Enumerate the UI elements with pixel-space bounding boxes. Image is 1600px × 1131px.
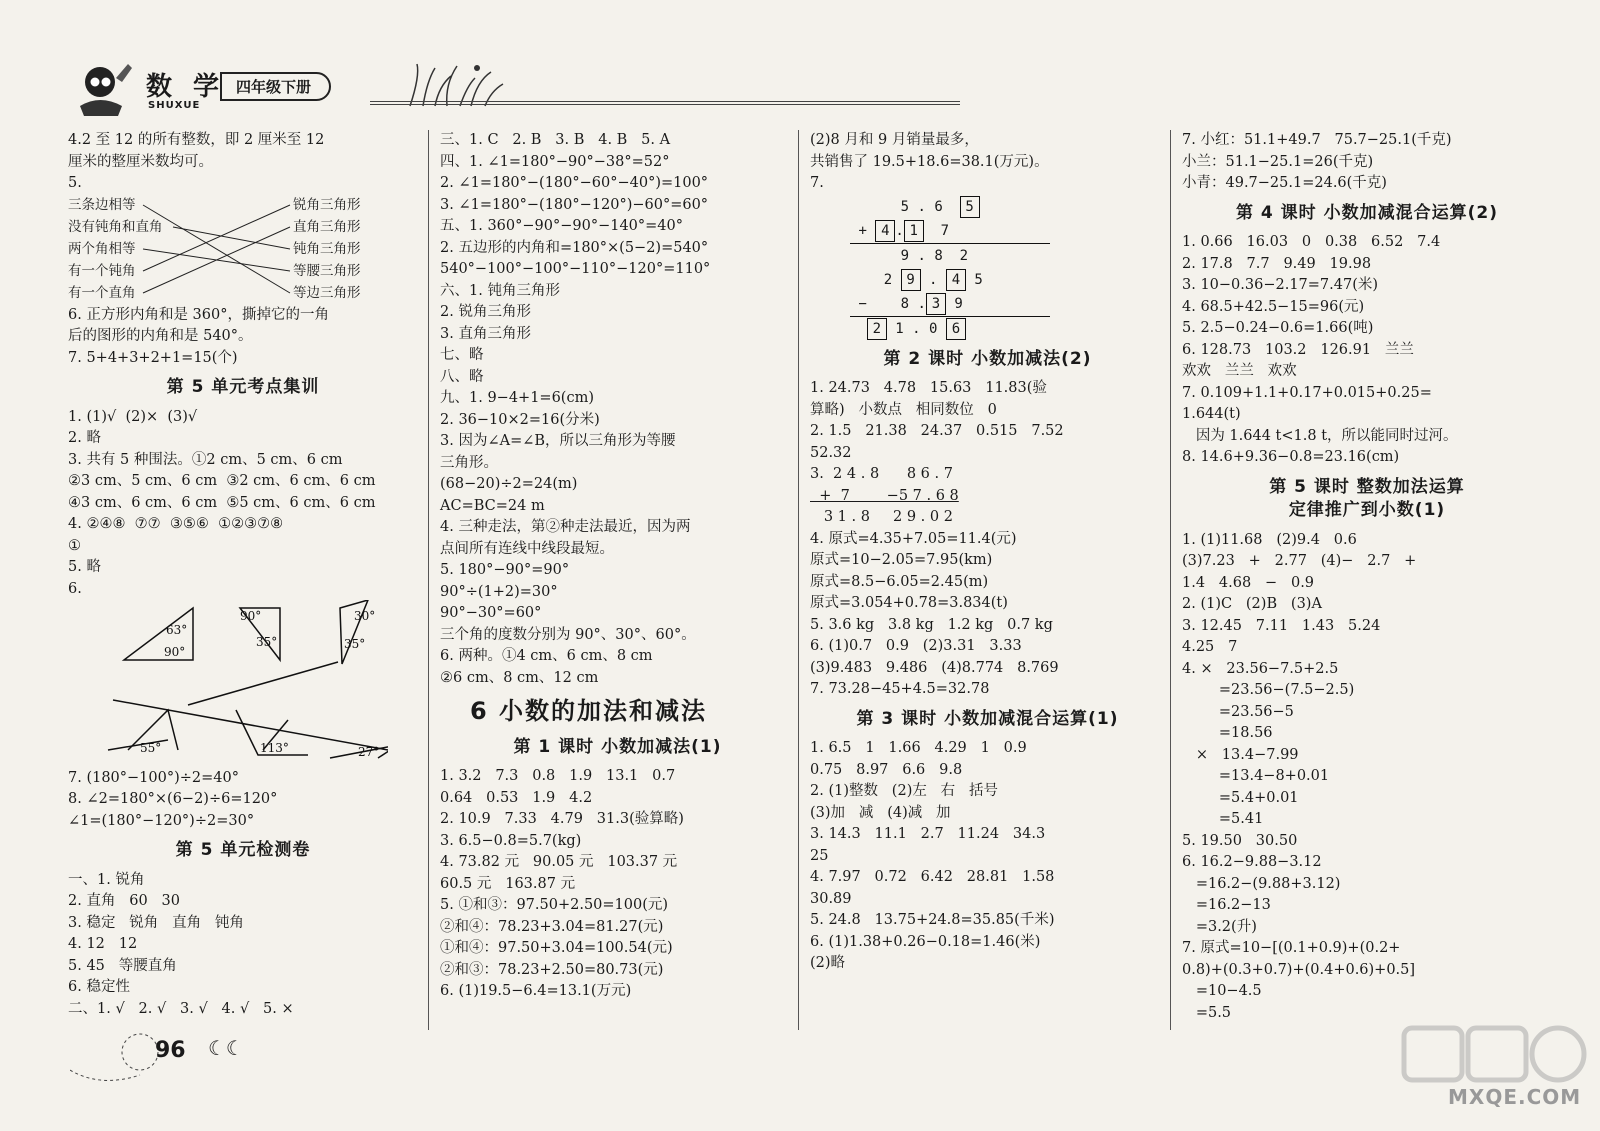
answer-line: 原式=3.054+0.78=3.834(t) — [810, 595, 1008, 611]
answer-line: 欢欢 兰兰 欢欢 — [1182, 363, 1297, 379]
answer-line: 原式=8.5−6.05=2.45(m) — [810, 573, 989, 590]
digit: 5 — [900, 198, 910, 215]
answer-line: 3. ∠1=180°−(180°−120°)−60°=60° — [440, 196, 709, 213]
grade-label: 四年级下册 — [220, 72, 331, 101]
answer-box: 6 — [946, 318, 966, 340]
answer-line: 2. 1.5 21.38 24.37 0.515 7.52 — [810, 423, 1064, 439]
subject-title: 数 学 — [146, 72, 226, 102]
column-4 — [1182, 130, 1552, 1024]
answer-line: ①和④：97.50+3.04=100.54(元) — [440, 940, 673, 956]
digit: . — [917, 247, 926, 264]
digit: 1 — [895, 320, 904, 337]
angle-label: 90° — [164, 645, 186, 659]
answer-box: 4 — [875, 220, 895, 242]
digit: 9 — [900, 247, 910, 264]
angle-label: 30° — [354, 609, 376, 623]
header-rule — [370, 101, 960, 105]
answer-line: 七、略 — [440, 347, 484, 363]
column-2 — [440, 130, 795, 1003]
digit: − — [858, 295, 867, 312]
answer-box: 4 — [946, 269, 966, 291]
answer-line: 2. 锐角三角形 — [440, 304, 531, 320]
match-left-item: 有一个钝角 — [68, 262, 136, 279]
answer-line: 三个角的度数分别为 90°、30°、60°。 — [440, 626, 696, 643]
subject-pinyin: SHUXUE — [148, 100, 201, 111]
answer-line: 三、1. C 2. B 3. B 4. B 5. A — [440, 132, 671, 148]
answer-line: =5.5 — [1182, 1004, 1232, 1021]
answer-line: 八、略 — [440, 368, 484, 385]
answer-line: 7. 0.109+1.1+0.17+0.015+0.25= — [1182, 384, 1432, 401]
vertical-calc-line: 3. 2 4 . 8 8 6 . 7 — [810, 466, 953, 482]
answer-line: 7. 5+4+3+2+1=15(个) — [68, 349, 238, 366]
digit: 7 — [940, 222, 950, 239]
answer-line: 小青：49.7−25.1=24.6(千克) — [1182, 175, 1387, 191]
answer-line: 五、1. 360°−90°−90°−140°=40° — [440, 218, 683, 234]
angle-label: 63° — [166, 623, 188, 637]
answer-line: 6. (1)19.5−6.4=13.1(万元) — [440, 983, 632, 999]
answer-line: 6. — [68, 580, 82, 597]
answer-line: 二、1. √ 2. √ 3. √ 4. √ 5. × — [68, 1000, 294, 1017]
digit: 8 — [934, 247, 943, 264]
answer-line: 7. (180°−100°)÷2=40° — [68, 769, 239, 786]
answer-line: 7. 73.28−45+4.5=32.78 — [810, 681, 990, 697]
answer-line: 1.644(t) — [1182, 406, 1241, 422]
answer-line: =5.41 — [1182, 811, 1264, 827]
section-heading: 第 1 课时 小数加减法(1) — [513, 736, 722, 757]
answer-line: 4. 68.5+42.5−15=96(元) — [1182, 298, 1365, 315]
triangle-matching-figure — [68, 600, 388, 760]
page-header — [60, 48, 960, 118]
answer-line: 5. — [68, 175, 82, 191]
angle-label: 27° — [358, 745, 380, 759]
answer-line: 4.2 至 12 的所有整数，即 2 厘米至 12 — [68, 132, 325, 148]
answer-line: 5. 19.50 30.50 — [1182, 832, 1298, 849]
answer-line: =16.2−(9.88+3.12) — [1182, 875, 1341, 892]
answer-line: 8. ∠2=180°×(6−2)÷6=120° — [68, 791, 278, 807]
answer-line: 3. 10−0.36−2.17=7.47(米) — [1182, 277, 1379, 293]
answer-line: 6. 128.73 103.2 126.91 兰兰 — [1182, 341, 1414, 358]
answer-box: 2 — [867, 318, 887, 340]
answer-line: 1. 6.5 1 1.66 4.29 1 0.9 — [810, 740, 1027, 756]
answer-line: 6. 两种。①4 cm、6 cm、8 cm — [440, 648, 653, 664]
match-left-item: 两个角相等 — [68, 240, 136, 257]
answer-line: ④3 cm、6 cm、6 cm ⑤5 cm、6 cm、6 cm — [68, 494, 376, 511]
page-number: 96 — [155, 1038, 186, 1063]
watermark-text: MXQE.COM — [1448, 1085, 1582, 1109]
answer-line: 4. 原式=4.35+7.05=11.4(元) — [810, 530, 1017, 547]
answer-line: =13.4−8+0.01 — [1182, 768, 1330, 784]
answer-line: 2. 略 — [68, 430, 101, 446]
digit: 9 — [954, 295, 963, 312]
answer-line: 0.75 8.97 6.6 9.8 — [810, 761, 963, 778]
match-right-item: 钝角三角形 — [293, 240, 361, 257]
answer-line: 1. 0.66 16.03 0 0.38 6.52 7.4 — [1182, 234, 1441, 250]
answer-line: 5. 180°−90°=90° — [440, 562, 570, 578]
answer-line: 5. 2.5−0.24−0.6=1.66(吨) — [1182, 320, 1374, 336]
section-heading: 第 2 课时 小数加减法(2) — [883, 348, 1092, 369]
answer-line: 2. (1)整数 (2)左 右 括号 — [810, 783, 999, 799]
answer-box: 5 — [960, 196, 980, 218]
answer-line: AC=BC=24 m — [440, 497, 545, 514]
digit: 2 — [883, 271, 893, 288]
answer-line: =3.2(升) — [1182, 918, 1257, 935]
answer-line: 六、1. 钝角三角形 — [440, 282, 560, 299]
answer-line: 原式=10−2.05=7.95(km) — [810, 552, 993, 568]
match-right-item: 等腰三角形 — [293, 262, 361, 279]
answer-line: 25 — [810, 847, 829, 864]
angle-label: 113° — [260, 741, 289, 755]
answer-line: 3. 共有 5 种围法。①2 cm、5 cm、6 cm — [68, 451, 343, 468]
answer-line: 3. 6.5−0.8=5.7(kg) — [440, 832, 582, 849]
answer-line: (68−20)÷2=24(m) — [440, 476, 578, 492]
answer-line: 2. 17.8 7.7 9.49 19.98 — [1182, 255, 1372, 272]
answer-line: 1. 24.73 4.78 15.63 11.83(验 — [810, 380, 1047, 396]
answer-line: 因为 1.644 t<1.8 t，所以能同时过河。 — [1182, 427, 1458, 444]
answer-line: 2. 10.9 7.33 4.79 31.3(验算略) — [440, 811, 684, 827]
answer-line: =18.56 — [1182, 725, 1273, 741]
answer-line: 4. 三种走法，第②种走法最近，因为两 — [440, 519, 691, 535]
answer-box: 9 — [901, 269, 921, 291]
answer-line: =23.56−5 — [1182, 703, 1294, 720]
answer-line: 4. 7.97 0.72 6.42 28.81 1.58 — [810, 869, 1055, 885]
answer-line: 5. 略 — [68, 559, 101, 575]
answer-line: ②和③：78.23+2.50=80.73(元) — [440, 961, 664, 978]
section-heading: 第 4 课时 小数加减混合运算(2) — [1236, 202, 1498, 223]
answer-line: 1.4 4.68 − 0.9 — [1182, 574, 1315, 591]
digit: . — [912, 320, 921, 337]
answer-line: ②3 cm、5 cm、6 cm ③2 cm、6 cm、6 cm — [68, 473, 376, 489]
answer-line: 90°÷(1+2)=30° — [440, 583, 558, 600]
digit: 8 — [900, 295, 910, 312]
angle-label: 90° — [240, 609, 262, 623]
answer-line: 4.25 7 — [1182, 639, 1238, 655]
answer-line: 60.5 元 163.87 元 — [440, 875, 576, 892]
answer-line: 7. — [810, 175, 824, 191]
answer-line: 6. (1)1.38+0.26−0.18=1.46(米) — [810, 933, 1041, 950]
answer-line: (2)略 — [810, 955, 846, 971]
answer-line: 7. 小红：51.1+49.7 75.7−25.1(千克) — [1182, 132, 1452, 148]
answer-line: 3. 直角三角形 — [440, 325, 531, 342]
answer-line: ① — [68, 537, 81, 554]
match-right-item: 锐角三角形 — [293, 196, 361, 213]
answer-line: 5. 24.8 13.75+24.8=35.85(千米) — [810, 912, 1055, 928]
answer-line: 2. 五边形的内角和=180°×(5−2)=540° — [440, 239, 709, 256]
digit: 5 — [974, 271, 983, 288]
vertical-calc-line: + 7 −5 7 . 6 8 — [810, 487, 959, 504]
column-divider — [428, 130, 429, 1030]
answer-line: 3. 12.45 7.11 1.43 5.24 — [1182, 617, 1381, 634]
answer-line: 共销售了 19.5+18.6=38.1(万元)。 — [810, 153, 1049, 170]
answer-line: ②6 cm、8 cm、12 cm — [440, 669, 599, 686]
answer-line: 0.8)+(0.3+0.7)+(0.4+0.6)+0.5] — [1182, 961, 1416, 978]
digit: + — [858, 222, 867, 239]
column-divider — [1170, 130, 1171, 1030]
answer-line: 8. 14.6+9.36−0.8=23.16(cm) — [1182, 449, 1400, 465]
answer-line: 2. (1)C (2)B (3)A — [1182, 596, 1322, 612]
answer-line: ②和④：78.23+3.04=81.27(元) — [440, 918, 664, 935]
column-3 — [810, 130, 1165, 975]
match-left-item: 没有钝角和直角 — [68, 218, 163, 235]
answer-line: 52.32 — [810, 444, 852, 461]
digit: . — [895, 222, 904, 239]
answer-line: 90°−30°=60° — [440, 605, 542, 621]
matching-diagram — [68, 195, 388, 305]
angle-label: 35° — [344, 637, 366, 651]
mascot-icon — [68, 58, 138, 118]
answer-line: 算略) 小数点 相同数位 0 — [810, 401, 997, 418]
column-divider — [798, 130, 799, 1030]
answer-line: (3)加 减 (4)减 加 — [810, 804, 951, 821]
column-1 — [68, 130, 418, 1020]
answer-line: (2)8 月和 9 月销量最多， — [810, 132, 979, 148]
answer-line: 6. 正方形内角和是 360°，撕掉它的一角 — [68, 306, 329, 323]
moon-icon: ☾☾ — [208, 1036, 244, 1060]
match-right-item: 等边三角形 — [293, 284, 361, 301]
answer-line: 5. 3.6 kg 3.8 kg 1.2 kg 0.7 kg — [810, 616, 1053, 633]
answer-line: 4. × 23.56−7.5+2.5 — [1182, 660, 1339, 677]
answer-line: 点间所有连线中线段最短。 — [440, 540, 614, 557]
digit: 2 — [959, 247, 969, 264]
answer-line: (3)7.23 + 2.77 (4)− 2.7 + — [1182, 553, 1417, 569]
answer-line: 四、1. ∠1=180°−90°−38°=52° — [440, 153, 670, 170]
section-heading: 第 5 课时 整数加法运算 — [1269, 476, 1465, 497]
answer-line: 540°−100°−100°−110°−120°=110° — [440, 261, 711, 277]
digit: . — [929, 271, 938, 288]
digit: 0 — [929, 320, 938, 337]
answer-line: (3)9.483 9.486 (4)8.774 8.769 — [810, 659, 1059, 676]
answer-line: 7. 原式=10−[(0.1+0.9)+(0.2+ — [1182, 940, 1401, 956]
angle-label: 55° — [140, 741, 162, 755]
answer-line: 4. ②④⑧ ⑦⑦ ③⑤⑥ ①②③⑦⑧ — [68, 516, 284, 532]
answer-line: 2. 直角 60 30 — [68, 893, 180, 909]
answer-line: 一、1. 锐角 — [68, 871, 145, 888]
section-heading: 第 5 单元考点集训 — [166, 377, 320, 397]
match-lines — [68, 195, 298, 305]
answer-line: 3. 14.3 11.1 2.7 11.24 34.3 — [810, 826, 1046, 842]
answer-line: ∠1=(180°−120°)÷2=30° — [68, 812, 255, 829]
match-left-item: 三条边相等 — [68, 196, 136, 213]
section-heading: 第 5 单元检测卷 — [175, 840, 311, 860]
answer-line: 5. ①和③：97.50+2.50=100(元) — [440, 897, 669, 913]
answer-line: 九、1. 9−4+1=6(cm) — [440, 390, 594, 406]
answer-line: 小兰：51.1−25.1=26(千克) — [1182, 153, 1374, 170]
answer-line: 厘米的整厘米数均可。 — [68, 153, 213, 170]
match-right-item: 直角三角形 — [293, 218, 361, 235]
vertical-calculation — [850, 195, 1050, 341]
vertical-calc-line: 3 1 . 8 2 9 . 0 2 — [810, 509, 953, 525]
match-left-item: 有一个直角 — [68, 284, 136, 301]
digit: . — [917, 198, 926, 215]
angle-label: 35° — [256, 635, 278, 649]
answer-line: 30.89 — [810, 890, 852, 907]
answer-box: 1 — [904, 220, 924, 242]
answer-line: 0.64 0.53 1.9 4.2 — [440, 789, 593, 806]
answer-line: 5. 45 等腰直角 — [68, 957, 177, 974]
digit: . — [917, 295, 926, 312]
answer-box: 3 — [926, 293, 946, 315]
answer-line: 2. ∠1=180°−(180°−60°−40°)=100° — [440, 175, 709, 191]
answer-line: 1. (1)11.68 (2)9.4 0.6 — [1182, 531, 1357, 548]
answer-line: =10−4.5 — [1182, 983, 1262, 999]
answer-line: 2. 36−10×2=16(分米) — [440, 411, 600, 428]
answer-line: 4. 73.82 元 90.05 元 103.37 元 — [440, 854, 678, 870]
answer-line: =16.2−13 — [1182, 897, 1271, 913]
answer-line: 3. 因为∠A=∠B，所以三角形为等腰 — [440, 433, 676, 449]
answer-line: 6. (1)0.7 0.9 (2)3.31 3.33 — [810, 638, 1022, 654]
answer-line: 1. 3.2 7.3 0.8 1.9 13.1 0.7 — [440, 768, 676, 784]
section-heading: 定律推广到小数(1) — [1288, 500, 1446, 520]
answer-line: =23.56−(7.5−2.5) — [1182, 682, 1355, 698]
unit-title: 6 小数的加法和减法 — [470, 697, 708, 725]
answer-line: 3. 稳定 锐角 直角 钝角 — [68, 914, 244, 931]
answer-line: 后的图形的内角和是 540°。 — [68, 328, 253, 344]
answer-line: =5.4+0.01 — [1182, 789, 1299, 806]
answer-line: 6. 稳定性 — [68, 979, 130, 995]
answer-line: 4. 12 12 — [68, 936, 138, 952]
answer-line: 6. 16.2−9.88−3.12 — [1182, 854, 1322, 870]
answer-line: 1. (1)√ (2)× (3)√ — [68, 408, 198, 425]
section-heading: 第 3 课时 小数加减混合运算(1) — [856, 708, 1119, 729]
digit: 6 — [934, 198, 943, 215]
answer-line: × 13.4−7.99 — [1182, 746, 1299, 763]
answer-line: 三角形。 — [440, 454, 498, 471]
